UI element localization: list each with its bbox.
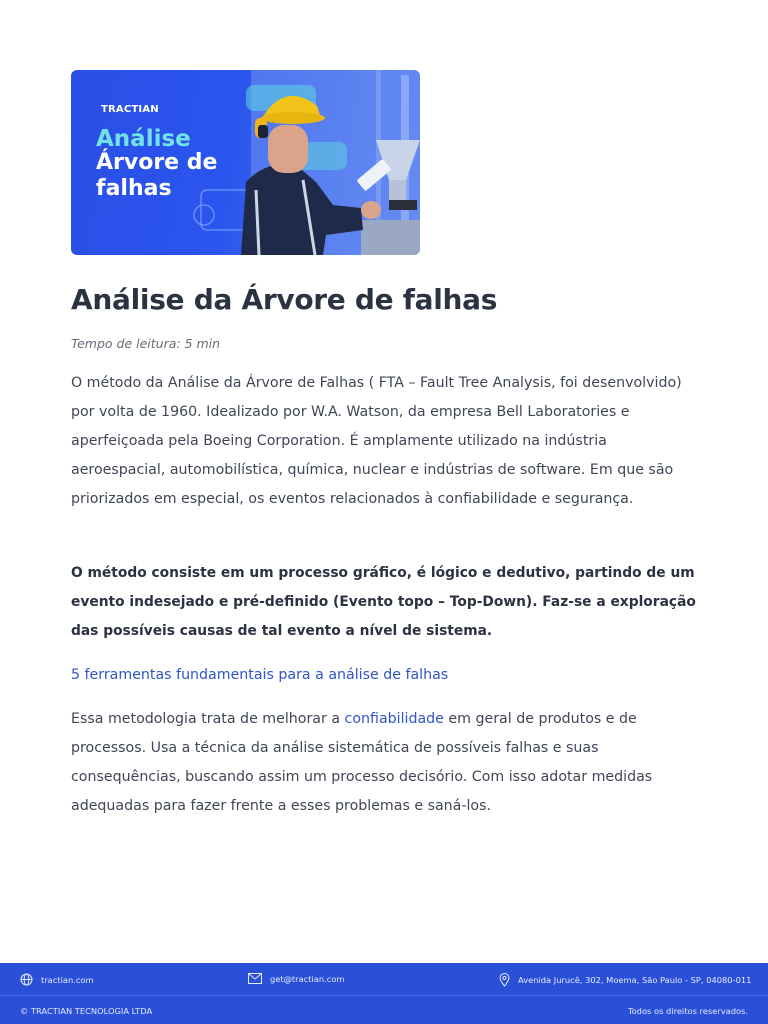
footer [0, 963, 768, 1024]
reading-time: Tempo de leitura: 5 min [71, 336, 221, 351]
paragraph-methodology-text-before: Essa metodologia trata de melhorar a [71, 711, 345, 727]
footer-website-text: tractian.com [41, 974, 94, 985]
footer-copyright: © TRACTIAN TECNOLOGIA LTDA [20, 1006, 153, 1016]
globe-icon [20, 973, 33, 986]
paragraph-method: O método consiste em um processo gráfico, é lógico e dedutivo, partindo de um evento indesejado e pré-definido (Evento topo – Top-Down). Faz-se a exploração das possíveis causas de tal evento a nível de sistema. [71, 565, 696, 639]
footer-email[interactable] [248, 973, 345, 984]
hero-banner [71, 70, 420, 255]
paragraph-intro: O método da Análise da Árvore de Falhas ( FTA – Fault Tree Analysis, foi desenvolvido) por volta de 1960. Idealizado por W.A. Watson, da empresa Bell Laboratories e aperfeiçoada pela Boeing Corporation. É amplamente utilizado na indústria aeroespacial, automobilística, química, nuclear e indústrias de software. Em que são priorizados em especial, os eventos relacionados à confiabilidade e segurança. [71, 375, 682, 507]
paragraph-methodology [71, 705, 696, 821]
mail-icon [248, 973, 262, 984]
related-article-link[interactable]: 5 ferramentas fundamentais para a análise de falhas [71, 667, 449, 683]
footer-email-text: get@tractian.com [270, 973, 345, 984]
footer-rights: Todos os direitos reservados. [627, 1006, 748, 1016]
confiabilidade-link[interactable]: confiabilidade [344, 711, 444, 727]
hero-brand-logo: TRACTIAN [101, 104, 159, 115]
footer-website[interactable] [20, 973, 94, 986]
location-pin-icon [499, 973, 510, 987]
footer-contact-row [0, 963, 768, 996]
article-title: Análise da Árvore de falhas [71, 283, 498, 316]
related-article-paragraph [71, 661, 696, 690]
paragraph-methodology-text-after: em geral de produtos e de processos. Usa a técnica da análise sistemática de possíveis falhas e suas consequências, buscando assim um processo decisório. Com isso adotar medidas adequadas para fazer frente a esses problemas e saná-los. [71, 711, 653, 814]
hero-title-line1: Análise [96, 126, 191, 152]
footer-address [499, 973, 751, 987]
hero-title-line2: Árvore de falhas [96, 150, 218, 201]
footer-address-text: Avenida Jurucê, 302, Moema, São Paulo - SP, 04080-011 [518, 975, 752, 985]
